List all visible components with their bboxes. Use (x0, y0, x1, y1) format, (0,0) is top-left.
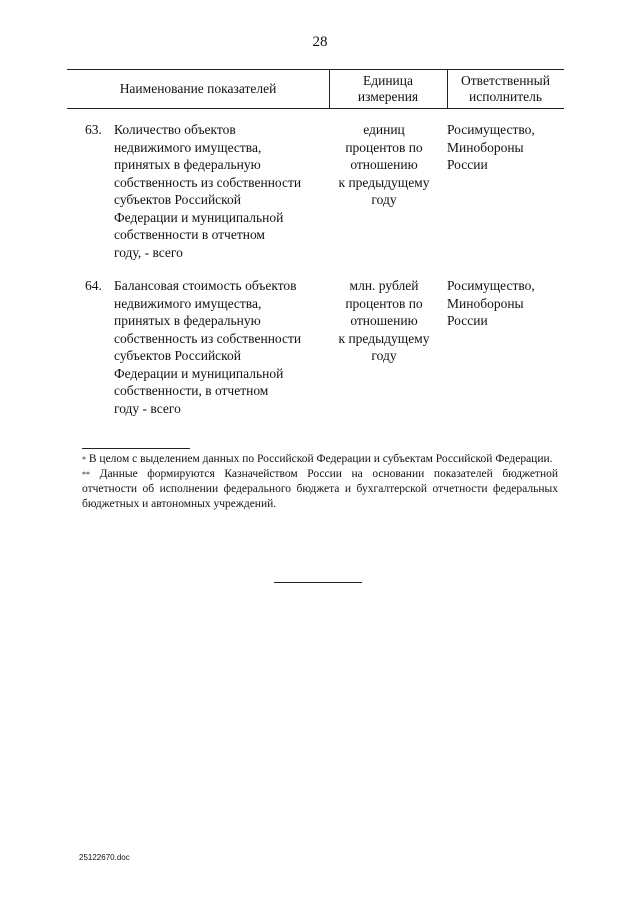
indicator-name: Количество объектов недвижимого имущества, принятых в федеральную собственность из собственности субъектов Российской Федерации и муниципальной собственности в отчетном году, - всего (114, 122, 302, 260)
header-name: Наименование показателей (119, 81, 277, 96)
measurement-unit: млн. рублей процентов по отношению к предыдущему году (338, 278, 430, 363)
footnote-mark: ** (82, 470, 90, 479)
header-executor: Ответственный исполнитель (461, 73, 550, 104)
footnote-mark: * (82, 455, 86, 464)
footnote-text: В целом с выделением данных по Российской Федерации и субъектам Российской Федерации. (88, 453, 553, 465)
table-header (67, 69, 564, 109)
measurement-unit: единиц процентов по отношению к предыдущему году (338, 122, 430, 207)
responsible-executor: Росимущество, Минобороны России (447, 122, 535, 172)
footnote (82, 467, 558, 512)
responsible-executor: Росимущество, Минобороны России (447, 278, 535, 328)
footnote-separator (82, 448, 190, 449)
page-number: 28 (312, 34, 328, 50)
footnote (82, 452, 558, 467)
footnote-text: Данные формируются Казначейством России на основании показателей бюджетной отчетности об исполнении федерального бюджета и бухгалтерской отчетности федеральных бюджетных и автономных учреждений. (82, 468, 559, 510)
document-code: 25122670.doc (79, 853, 130, 862)
footnotes (82, 452, 558, 512)
header-unit: Единица измерения (357, 73, 419, 104)
row-number: 64. (85, 278, 102, 293)
indicator-name: Балансовая стоимость объектов недвижимого имущества, принятых в федеральную собственность из собственности субъектов Российской Федерации и муниципальной собственности, в отчетном году - всего (114, 278, 302, 416)
row-number: 63. (85, 122, 102, 137)
end-rule (274, 582, 362, 583)
